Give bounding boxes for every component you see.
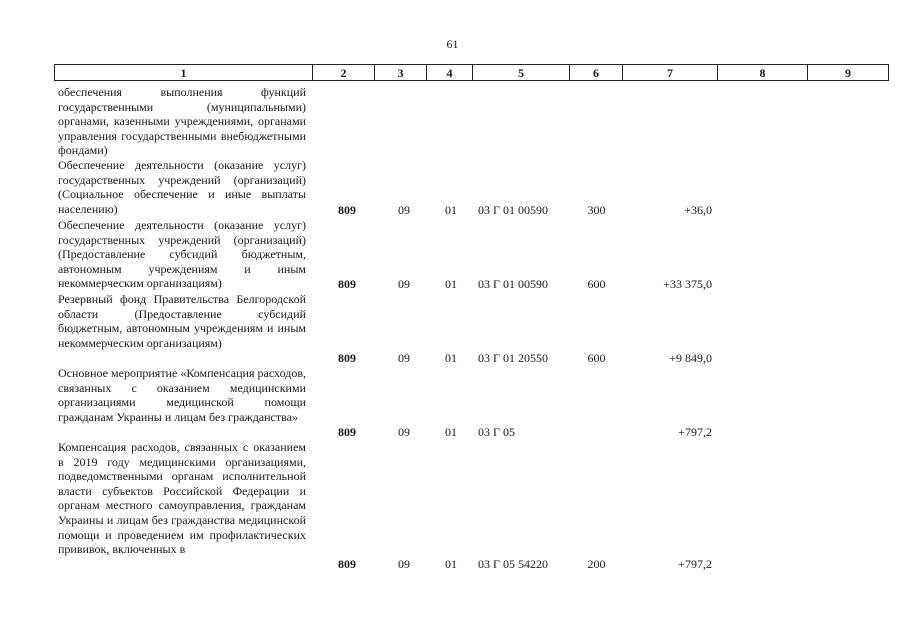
row-col-3: 09 [398,557,410,571]
header-col-2: 2 [313,65,375,80]
row-col-5: 03 Г 01 00590 [478,277,548,291]
row-description: обеспечения выполнения функций государственными (муниципальными) органами, казенными учреждениями, органами управления государственными внебюджетными фондами) [58,85,306,158]
row-col-6: 600 [587,277,606,291]
row-col-2: 809 [338,425,356,439]
row-col-7: +33 375,0 [663,277,712,291]
row-description: Основное мероприятие «Компенсация расходов, связанных с оказанием медицинскими организациями медицинской помощи гражданам Украины и лицам без гражданства» [58,366,306,424]
header-col-4: 4 [427,65,473,80]
row-description: Компенсация расходов, связанных с оказанием в 2019 году медицинскими организациями, подведомственными органам исполнительной власти субъектов Российской Федерации и органам местного самоуправления, гражданам Украины и лицам без гражданства медицинской помощи и проведением им профилактических прививок, включенных в [58,440,306,557]
row-col-3: 09 [398,277,410,291]
header-col-7: 7 [623,65,718,80]
row-description: Резервный фонд Правительства Белгородской области (Предоставление субсидий бюджетным, автономным учреждениям и иным некоммерческим организациям) [58,292,306,350]
row-col-6: 200 [587,557,606,571]
header-col-6: 6 [570,65,623,80]
row-col-4: 01 [445,203,457,217]
row-description: Обеспечение деятельности (оказание услуг) государственных учреждений (организаций) (Социальное обеспечение и иные выплаты населению) [58,158,306,216]
row-col-3: 09 [398,425,410,439]
row-col-4: 01 [445,557,457,571]
row-col-7: +797,2 [678,425,712,439]
row-col-4: 01 [445,277,457,291]
row-col-5: 03 Г 05 [478,425,515,439]
row-col-2: 809 [338,351,356,365]
header-col-1: 1 [55,65,313,80]
row-col-5: 03 Г 05 54220 [478,557,548,571]
row-col-4: 01 [445,351,457,365]
row-description: Обеспечение деятельности (оказание услуг) государственных учреждений (организаций) (Предоставление субсидий бюджетным, автономным учреждениям и иным некоммерческим организациям) [58,218,306,291]
row-col-2: 809 [338,277,356,291]
header-col-9: 9 [845,66,851,80]
row-col-6: 600 [587,351,606,365]
row-col-7: +9 849,0 [669,351,712,365]
row-col-6: 300 [587,203,606,217]
row-col-3: 09 [398,351,410,365]
row-col-3: 09 [398,203,410,217]
table-header [54,64,889,81]
row-col-2: 809 [338,203,356,217]
row-col-7: +797,2 [678,557,712,571]
row-col-5: 03 Г 01 00590 [478,203,548,217]
header-col-5: 5 [473,65,570,80]
row-col-5: 03 Г 01 20550 [478,351,548,365]
header-col-8: 8 [718,65,808,80]
page-number: 61 [446,37,459,51]
row-col-7: +36,0 [684,203,712,217]
row-col-4: 01 [445,425,457,439]
header-col-3: 3 [375,65,427,80]
row-col-2: 809 [338,557,356,571]
